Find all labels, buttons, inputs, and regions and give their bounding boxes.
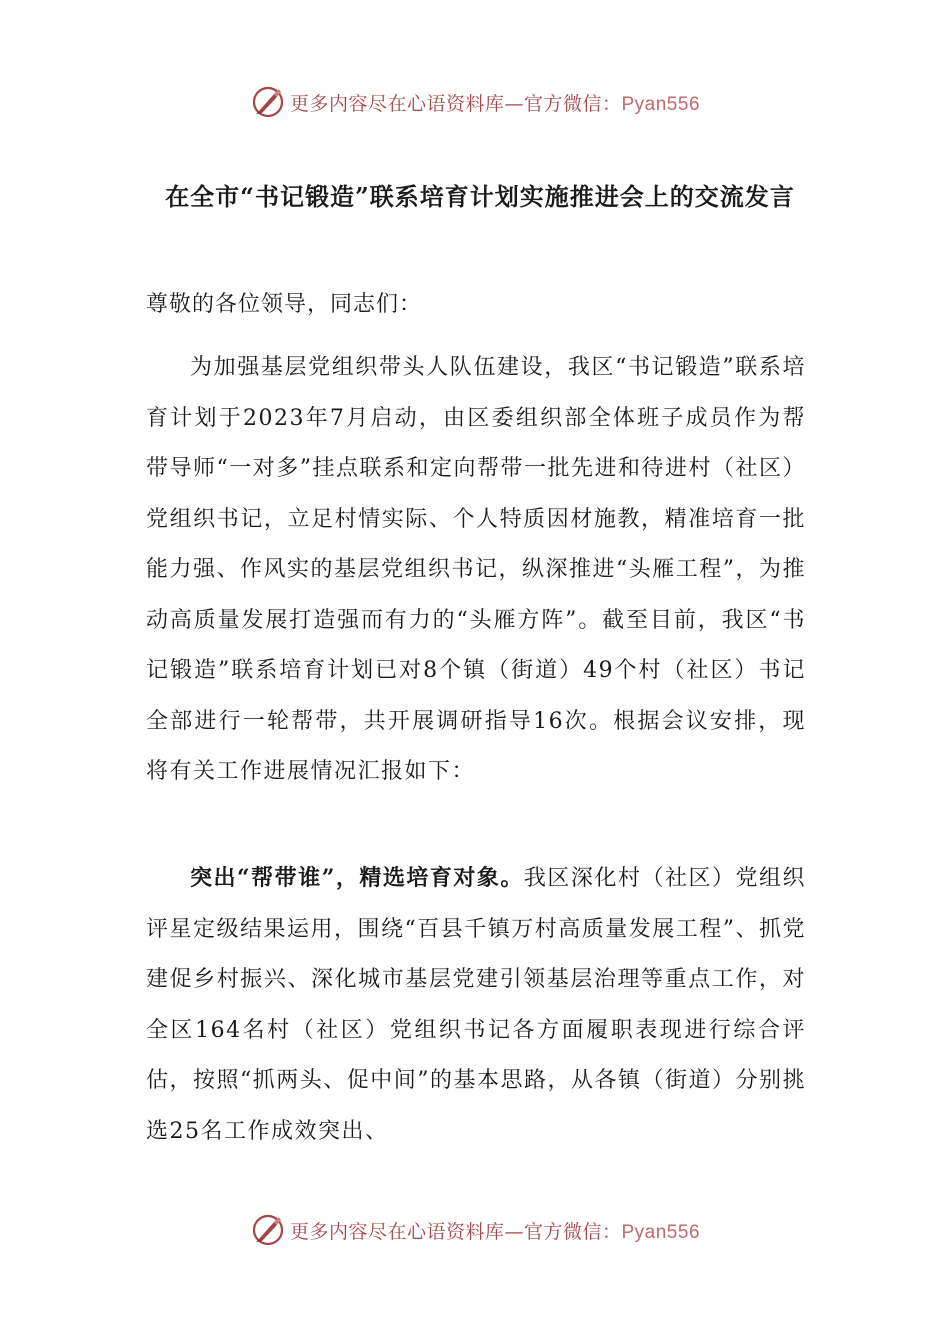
paragraph-section-1	[146, 853, 806, 1157]
document-title: 在全市“书记锻造”联系培育计划实施推进会上的交流发言	[165, 182, 795, 211]
quill-pen-icon	[250, 84, 286, 120]
watermark-banner-top	[0, 82, 950, 122]
paragraph-body: 我区深化村（社区）党组织评星定级结果运用，围绕“百县千镇万村高质量发展工程”、抓党建促乡村振兴、深化城市基层党建引领基层治理等重点工作，对全区164名村（社区）党组织书记各方面履职表现进行综合评估，按照“抓两头、促中间”的基本思路，从各镇（街道）分别挑选25名工作成效突出、	[146, 866, 806, 1144]
watermark-wechat-id: Pyan556	[621, 1221, 701, 1243]
watermark-banner-bottom	[0, 1210, 950, 1250]
paragraph-lead: 突出“帮带谁”，精选培育对象。	[190, 865, 524, 891]
watermark-wechat-id: Pyan556	[621, 93, 701, 115]
quill-pen-icon	[250, 1212, 286, 1248]
paragraph-intro	[146, 342, 806, 798]
watermark-text: 更多内容尽在心语资料库—官方微信：	[289, 92, 622, 115]
paragraph-body: 为加强基层党组织带头人队伍建设，我区“书记锻造”联系培育计划于2023年7月启动，由区委组织部全体班子成员作为帮带导师“一对多”挂点联系和定向帮带一批先进和待进村（社区）党组织书记，立足村情实际、个人特质因材施教，精准培育一批能力强、作风实的基层党组织书记，纵深推进“头雁工程”，为推动高质量发展打造强而有力的“头雁方阵”。截至目前，我区“书记锻造”联系培育计划已对8个镇（街道）49个村（社区）书记全部进行一轮帮带，共开展调研指导16次。根据会议安排，现将有关工作进展情况汇报如下：	[146, 355, 806, 784]
watermark-text: 更多内容尽在心语资料库—官方微信：	[289, 1220, 622, 1243]
salutation: 尊敬的各位领导，同志们：	[146, 292, 423, 317]
